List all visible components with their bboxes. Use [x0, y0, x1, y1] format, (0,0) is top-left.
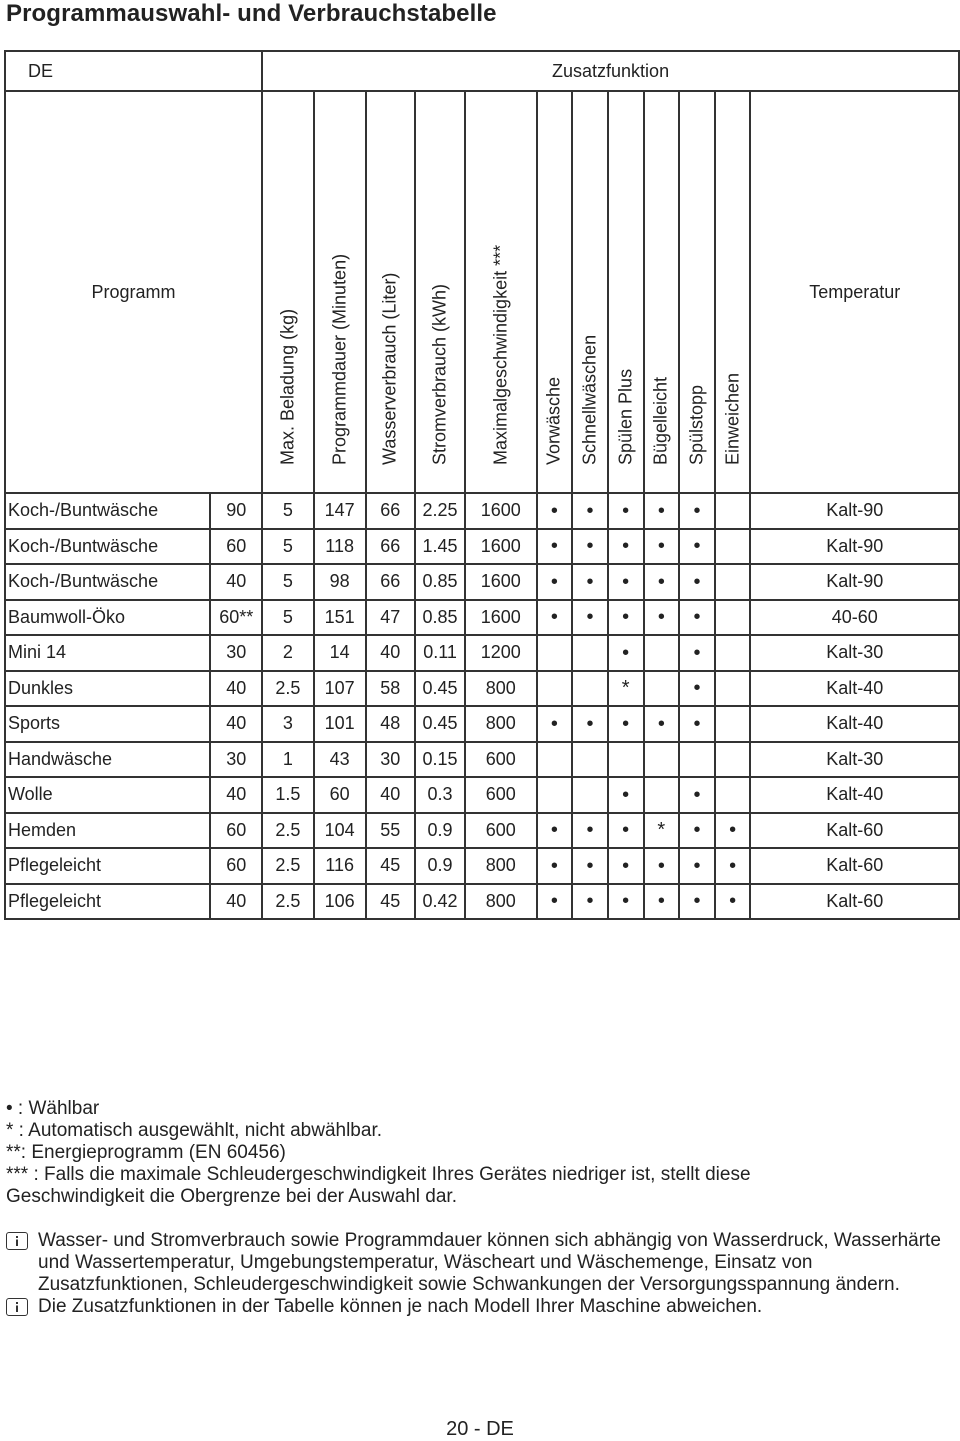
function-cell: •	[608, 529, 644, 565]
function-cell: •	[608, 884, 644, 920]
legend-line: *** : Falls die maximale Schleudergeschwindigkeit Ihres Gerätes niedriger ist, stellt diese	[6, 1164, 751, 1185]
speed-cell: 800	[465, 884, 537, 920]
function-cell: •	[608, 706, 644, 742]
function-cell: •	[572, 706, 608, 742]
duration-cell: 60	[314, 777, 366, 813]
duration-cell: 43	[314, 742, 366, 778]
duration-cell: 151	[314, 600, 366, 636]
table-row	[5, 813, 959, 849]
power-cell: 2.25	[415, 493, 465, 529]
temperature-cell: 60	[210, 848, 262, 884]
page-number: 20 - DE	[446, 1418, 514, 1440]
load-cell: 5	[262, 493, 314, 529]
function-cell	[572, 742, 608, 778]
duration-cell: 106	[314, 884, 366, 920]
temperature-cell: 90	[210, 493, 262, 529]
function-cell	[715, 529, 751, 565]
function-cell: •	[572, 564, 608, 600]
function-cell: •	[537, 600, 573, 636]
function-cell: •	[679, 635, 715, 671]
power-cell: 0.9	[415, 813, 465, 849]
temperature-cell: 60	[210, 813, 262, 849]
function-cell: •	[608, 600, 644, 636]
speed-cell: 1200	[465, 635, 537, 671]
column-header-label: Vorwäsche	[543, 376, 564, 465]
column-header	[715, 91, 751, 493]
function-cell: •	[572, 529, 608, 565]
temperature-range-cell: 40-60	[750, 600, 959, 636]
function-cell: •	[537, 564, 573, 600]
temperature-cell: 40	[210, 671, 262, 707]
table-row	[5, 600, 959, 636]
program-name-cell: Pflegeleicht	[5, 848, 210, 884]
program-name-cell: Baumwoll-Öko	[5, 600, 210, 636]
column-header	[608, 91, 644, 493]
function-cell: •	[679, 529, 715, 565]
water-cell: 66	[366, 529, 416, 565]
temperature-cell: 30	[210, 635, 262, 671]
program-name-cell: Wolle	[5, 777, 210, 813]
function-cell: •	[715, 813, 751, 849]
speed-cell: 1600	[465, 493, 537, 529]
column-header	[679, 91, 715, 493]
function-cell	[715, 635, 751, 671]
function-cell: •	[608, 777, 644, 813]
function-cell: •	[679, 848, 715, 884]
column-header-label: Spülstopp	[686, 384, 707, 465]
speed-cell: 600	[465, 777, 537, 813]
table-row	[5, 529, 959, 565]
power-cell: 0.11	[415, 635, 465, 671]
duration-cell: 107	[314, 671, 366, 707]
column-header	[537, 91, 573, 493]
function-cell: •	[572, 848, 608, 884]
power-cell: 0.3	[415, 777, 465, 813]
function-cell: •	[679, 884, 715, 920]
function-cell: •	[537, 813, 573, 849]
column-header	[644, 91, 680, 493]
function-cell	[572, 635, 608, 671]
function-cell: •	[679, 706, 715, 742]
function-cell: *	[644, 813, 680, 849]
function-cell: •	[679, 671, 715, 707]
water-cell: 58	[366, 671, 416, 707]
function-cell	[715, 493, 751, 529]
power-cell: 0.85	[415, 564, 465, 600]
function-cell	[644, 777, 680, 813]
column-header-label: Bügelleicht	[650, 376, 671, 465]
function-cell: •	[644, 600, 680, 636]
temperature-range-cell: Kalt-30	[750, 742, 959, 778]
info-icon	[6, 1232, 28, 1250]
info-icon	[6, 1298, 28, 1316]
legend	[6, 1098, 751, 1208]
legend-line: Geschwindigkeit die Obergrenze bei der Auswahl dar.	[6, 1186, 457, 1207]
temperature-cell: 40	[210, 564, 262, 600]
function-cell: •	[679, 493, 715, 529]
load-cell: 1.5	[262, 777, 314, 813]
temperature-range-cell: Kalt-40	[750, 706, 959, 742]
info-note: Wasser- und Stromverbrauch sowie Programmdauer können sich abhängig von Wasserdruck, Wasserhärte und Wassertemperatur, Umgebungstemperatur, Wäscheart und Wäschemenge, Einsatz von Zusatzfunktionen, Schleudergeschwindigkeit sowie Schwankungen der Versorgungsspannung ändern.	[6, 1230, 946, 1296]
column-header-label: Stromverbrauch (kWh)	[429, 283, 450, 465]
duration-cell: 147	[314, 493, 366, 529]
function-cell	[537, 635, 573, 671]
temperature-cell: 40	[210, 706, 262, 742]
function-cell: •	[537, 884, 573, 920]
function-cell: *	[608, 671, 644, 707]
table-row	[5, 564, 959, 600]
load-cell: 2	[262, 635, 314, 671]
info-notes	[6, 1230, 946, 1318]
function-cell	[537, 777, 573, 813]
function-cell	[715, 742, 751, 778]
duration-cell: 116	[314, 848, 366, 884]
function-cell: •	[644, 884, 680, 920]
function-cell: •	[715, 848, 751, 884]
function-cell: •	[644, 706, 680, 742]
load-cell: 5	[262, 564, 314, 600]
function-cell: •	[608, 813, 644, 849]
temperature-range-cell: Kalt-90	[750, 493, 959, 529]
function-cell: •	[572, 600, 608, 636]
function-cell	[644, 635, 680, 671]
load-cell: 3	[262, 706, 314, 742]
function-cell	[537, 742, 573, 778]
load-cell: 2.5	[262, 884, 314, 920]
column-header-label: Einweichen	[722, 372, 743, 465]
function-cell: •	[572, 813, 608, 849]
function-cell: •	[715, 884, 751, 920]
water-cell: 40	[366, 635, 416, 671]
temperature-cell: 40	[210, 777, 262, 813]
program-name-cell: Dunkles	[5, 671, 210, 707]
power-cell: 0.15	[415, 742, 465, 778]
function-cell	[679, 742, 715, 778]
column-header-label: Programmdauer (Minuten)	[329, 253, 350, 465]
temperature-range-cell: Kalt-90	[750, 564, 959, 600]
function-cell: •	[644, 529, 680, 565]
function-cell: •	[608, 493, 644, 529]
program-name-cell: Sports	[5, 706, 210, 742]
power-cell: 0.45	[415, 706, 465, 742]
water-cell: 30	[366, 742, 416, 778]
program-name-cell: Koch-/Buntwäsche	[5, 529, 210, 565]
function-cell: •	[644, 493, 680, 529]
speed-cell: 600	[465, 813, 537, 849]
speed-cell: 1600	[465, 529, 537, 565]
function-cell: •	[608, 564, 644, 600]
function-cell	[715, 671, 751, 707]
program-name-cell: Mini 14	[5, 635, 210, 671]
column-header-label: Wasserverbrauch (Liter)	[379, 272, 400, 465]
column-header	[366, 91, 416, 493]
column-header	[262, 91, 314, 493]
water-cell: 66	[366, 493, 416, 529]
temperature-cell: 60**	[210, 600, 262, 636]
temperature-range-cell: Kalt-60	[750, 813, 959, 849]
temperature-cell: 60	[210, 529, 262, 565]
table-row	[5, 742, 959, 778]
water-cell: 55	[366, 813, 416, 849]
power-cell: 0.85	[415, 600, 465, 636]
water-cell: 40	[366, 777, 416, 813]
water-cell: 45	[366, 848, 416, 884]
power-cell: 0.9	[415, 848, 465, 884]
function-cell: •	[679, 777, 715, 813]
table-row	[5, 884, 959, 920]
program-name-cell: Pflegeleicht	[5, 884, 210, 920]
temperature-range-cell: Kalt-90	[750, 529, 959, 565]
duration-cell: 14	[314, 635, 366, 671]
table-row	[5, 777, 959, 813]
power-cell: 0.45	[415, 671, 465, 707]
duration-cell: 118	[314, 529, 366, 565]
water-cell: 66	[366, 564, 416, 600]
function-cell: •	[537, 493, 573, 529]
page-title: Programmauswahl- und Verbrauchstabelle	[6, 0, 497, 27]
program-name-cell: Koch-/Buntwäsche	[5, 564, 210, 600]
water-cell: 45	[366, 884, 416, 920]
speed-cell: 800	[465, 848, 537, 884]
column-header	[415, 91, 465, 493]
program-table	[4, 50, 960, 920]
table-row	[5, 671, 959, 707]
table-region-label: DE	[5, 51, 262, 91]
function-cell	[608, 742, 644, 778]
temperature-cell: 40	[210, 884, 262, 920]
function-cell: •	[572, 493, 608, 529]
table-row	[5, 848, 959, 884]
table-row	[5, 493, 959, 529]
column-header	[465, 91, 537, 493]
load-cell: 2.5	[262, 813, 314, 849]
zusatzfunktion-header: Zusatzfunktion	[262, 51, 959, 91]
duration-cell: 101	[314, 706, 366, 742]
function-cell: •	[679, 600, 715, 636]
program-name-cell: Koch-/Buntwäsche	[5, 493, 210, 529]
function-cell: •	[679, 564, 715, 600]
load-cell: 2.5	[262, 848, 314, 884]
duration-cell: 98	[314, 564, 366, 600]
function-cell	[572, 671, 608, 707]
function-cell: •	[537, 848, 573, 884]
function-cell: •	[572, 884, 608, 920]
temperature-range-cell: Kalt-60	[750, 848, 959, 884]
speed-cell: 600	[465, 742, 537, 778]
speed-cell: 800	[465, 706, 537, 742]
legend-line: * : Automatisch ausgewählt, nicht abwählbar.	[6, 1120, 383, 1141]
load-cell: 2.5	[262, 671, 314, 707]
column-header-label: Max. Beladung (kg)	[277, 308, 298, 465]
load-cell: 5	[262, 600, 314, 636]
water-cell: 48	[366, 706, 416, 742]
column-header	[314, 91, 366, 493]
program-name-cell: Handwäsche	[5, 742, 210, 778]
speed-cell: 800	[465, 671, 537, 707]
load-cell: 5	[262, 529, 314, 565]
column-header	[572, 91, 608, 493]
function-cell: •	[537, 706, 573, 742]
function-cell	[572, 777, 608, 813]
function-cell: •	[644, 564, 680, 600]
function-cell	[644, 671, 680, 707]
function-cell	[715, 600, 751, 636]
function-cell: •	[679, 813, 715, 849]
water-cell: 47	[366, 600, 416, 636]
power-cell: 0.42	[415, 884, 465, 920]
function-cell	[537, 671, 573, 707]
speed-cell: 1600	[465, 600, 537, 636]
temperatur-header: Temperatur	[750, 91, 959, 493]
column-header-label: Spülen Plus	[615, 368, 636, 465]
temperature-cell: 30	[210, 742, 262, 778]
temperature-range-cell: Kalt-40	[750, 777, 959, 813]
info-note: Die Zusatzfunktionen in der Tabelle können je nach Modell Ihrer Maschine abweichen.	[6, 1296, 946, 1318]
function-cell	[715, 706, 751, 742]
table-row	[5, 635, 959, 671]
temperature-range-cell: Kalt-30	[750, 635, 959, 671]
legend-line: **: Energieprogramm (EN 60456)	[6, 1142, 286, 1163]
function-cell: •	[644, 848, 680, 884]
duration-cell: 104	[314, 813, 366, 849]
program-name-cell: Hemden	[5, 813, 210, 849]
power-cell: 1.45	[415, 529, 465, 565]
speed-cell: 1600	[465, 564, 537, 600]
function-cell: •	[537, 529, 573, 565]
load-cell: 1	[262, 742, 314, 778]
temperature-range-cell: Kalt-60	[750, 884, 959, 920]
table-row	[5, 706, 959, 742]
programm-header: Programm	[5, 91, 262, 493]
function-cell	[715, 777, 751, 813]
function-cell: •	[608, 848, 644, 884]
function-cell: •	[608, 635, 644, 671]
column-header-label: Maximalgeschwindigkeit ***	[490, 244, 511, 465]
function-cell	[715, 564, 751, 600]
column-header-label: Schnellwäschen	[579, 334, 600, 465]
temperature-range-cell: Kalt-40	[750, 671, 959, 707]
legend-line: • : Wählbar	[6, 1098, 100, 1119]
function-cell	[644, 742, 680, 778]
